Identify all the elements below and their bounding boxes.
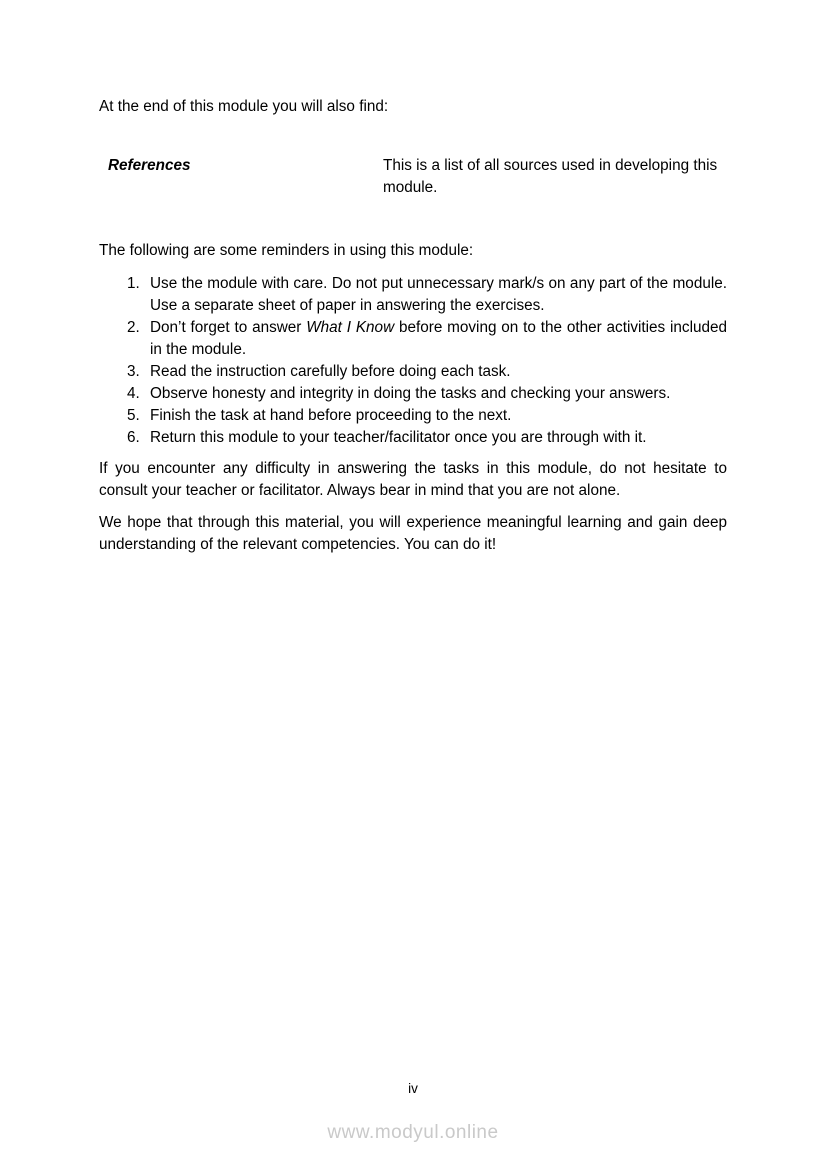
list-item — [99, 427, 727, 449]
list-item-text: Read the instruction carefully before doing each task. — [150, 363, 511, 380]
list-item — [99, 383, 727, 405]
list-item-text: Return this module to your teacher/facilitator once you are through with it. — [150, 429, 647, 446]
references-row — [99, 155, 727, 199]
list-item — [99, 317, 727, 361]
list-item — [99, 273, 727, 317]
list-item-number: 3. — [127, 363, 140, 380]
list-item-number: 1. — [127, 275, 140, 292]
references-description: This is a list of all sources used in developing this module. — [383, 157, 718, 196]
references-label: References — [108, 157, 191, 174]
list-item-text-post: before moving on to the other activities included in the module. — [150, 319, 728, 358]
list-item-number: 4. — [127, 385, 140, 402]
list-item-text-italic: What I Know — [306, 319, 395, 336]
list-item-number: 6. — [127, 429, 140, 446]
list-item — [99, 405, 727, 427]
intro-paragraph: At the end of this module you will also find: — [99, 98, 389, 115]
reminders-list — [99, 273, 727, 449]
closing-paragraph-1: If you encounter any difficulty in answering the tasks in this module, do not hesitate to consult your teacher or facilitator. Always bear in mind that you are not alone. — [99, 460, 727, 499]
list-item-number: 5. — [127, 407, 140, 424]
reminders-intro-paragraph: The following are some reminders in using this module: — [99, 242, 474, 259]
list-item-number: 2. — [127, 319, 140, 336]
list-item-text-pre: Don’t forget to answer — [150, 319, 307, 336]
list-item-text: Finish the task at hand before proceeding to the next. — [150, 407, 512, 424]
list-item-text: Use the module with care. Do not put unnecessary mark/s on any part of the module. Use a separate sheet of paper in answering the exercises. — [150, 275, 727, 314]
page-number: iv — [408, 1081, 418, 1096]
watermark-text: www.modyul.online — [327, 1122, 499, 1143]
list-item — [99, 361, 727, 383]
closing-paragraph-2: We hope that through this material, you will experience meaningful learning and gain deep understanding of the relevant competencies. You can do it! — [99, 514, 727, 553]
list-item-text: Observe honesty and integrity in doing the tasks and checking your answers. — [150, 385, 671, 402]
page-content — [0, 0, 826, 556]
list-item-text — [150, 317, 727, 361]
